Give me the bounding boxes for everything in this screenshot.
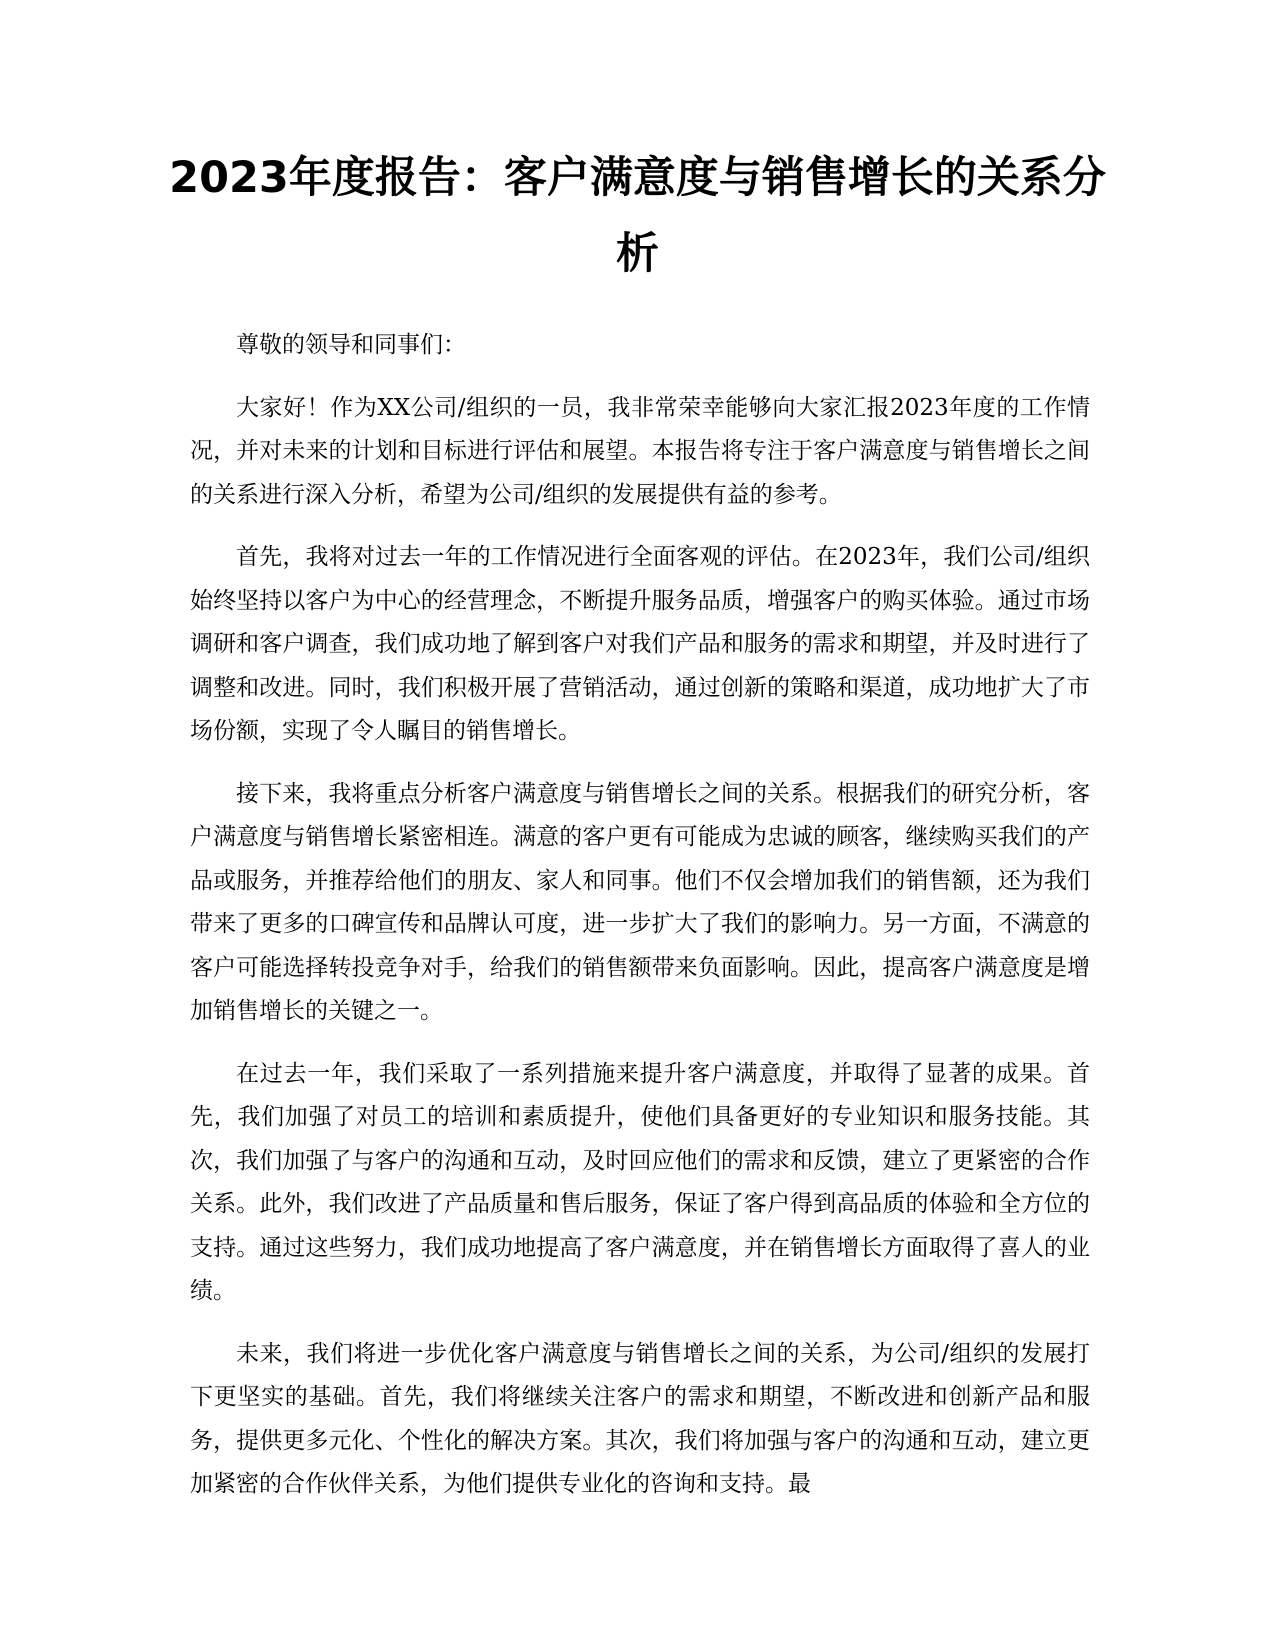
paragraph-salutation: 尊敬的领导和同事们： bbox=[236, 332, 466, 358]
document-body bbox=[190, 324, 1090, 1526]
paragraph-introduction: 大家好！作为XX公司/组织的一员，我非常荣幸能够向大家汇报2023年度的工作情况，并对未来的计划和目标进行评估和展望。本报告将专注于客户满意度与销售增长之间的关系进行深入分析，希望为公司/组织的发展提供有益的参考。 bbox=[190, 394, 1090, 508]
document-title: 2023年度报告：客户满意度与销售增长的关系分析 bbox=[169, 153, 1106, 279]
paragraph-analysis: 接下来，我将重点分析客户满意度与销售增长之间的关系。根据我们的研究分析，客户满意度与销售增长紧密相连。满意的客户更有可能成为忠诚的顾客，继续购买我们的产品或服务，并推荐给他们的朋友、家人和同事。他们不仅会增加我们的销售额，还为我们带来了更多的口碑宣传和品牌认可度，进一步扩大了我们的影响力。另一方面，不满意的客户可能选择转投竞争对手，给我们的销售额带来负面影响。因此，提高客户满意度是增加销售增长的关键之一。 bbox=[190, 780, 1090, 1024]
paragraph-evaluation: 首先，我将对过去一年的工作情况进行全面客观的评估。在2023年，我们公司/组织始终坚持以客户为中心的经营理念，不断提升服务品质，增强客户的购买体验。通过市场调研和客户调查，我们成功地了解到客户对我们产品和服务的需求和期望，并及时进行了调整和改进。同时，我们积极开展了营销活动，通过创新的策略和渠道，成功地扩大了市场份额，实现了令人瞩目的销售增长。 bbox=[190, 544, 1090, 744]
paragraph-measures: 在过去一年，我们采取了一系列措施来提升客户满意度，并取得了显著的成果。首先，我们加强了对员工的培训和素质提升，使他们具备更好的专业知识和服务技能。其次，我们加强了与客户的沟通和互动，及时回应他们的需求和反馈，建立了更紧密的合作关系。此外，我们改进了产品质量和售后服务，保证了客户得到高品质的体验和全方位的支持。通过这些努力，我们成功地提高了客户满意度，并在销售增长方面取得了喜人的业绩。 bbox=[190, 1060, 1090, 1304]
paragraph-future: 未来，我们将进一步优化客户满意度与销售增长之间的关系，为公司/组织的发展打下更坚实的基础。首先，我们将继续关注客户的需求和期望，不断改进和创新产品和服务，提供更多元化、个性化的解决方案。其次，我们将加强与客户的沟通和互动，建立更加紧密的合作伙伴关系，为他们提供专业化的咨询和支持。最 bbox=[190, 1340, 1090, 1497]
